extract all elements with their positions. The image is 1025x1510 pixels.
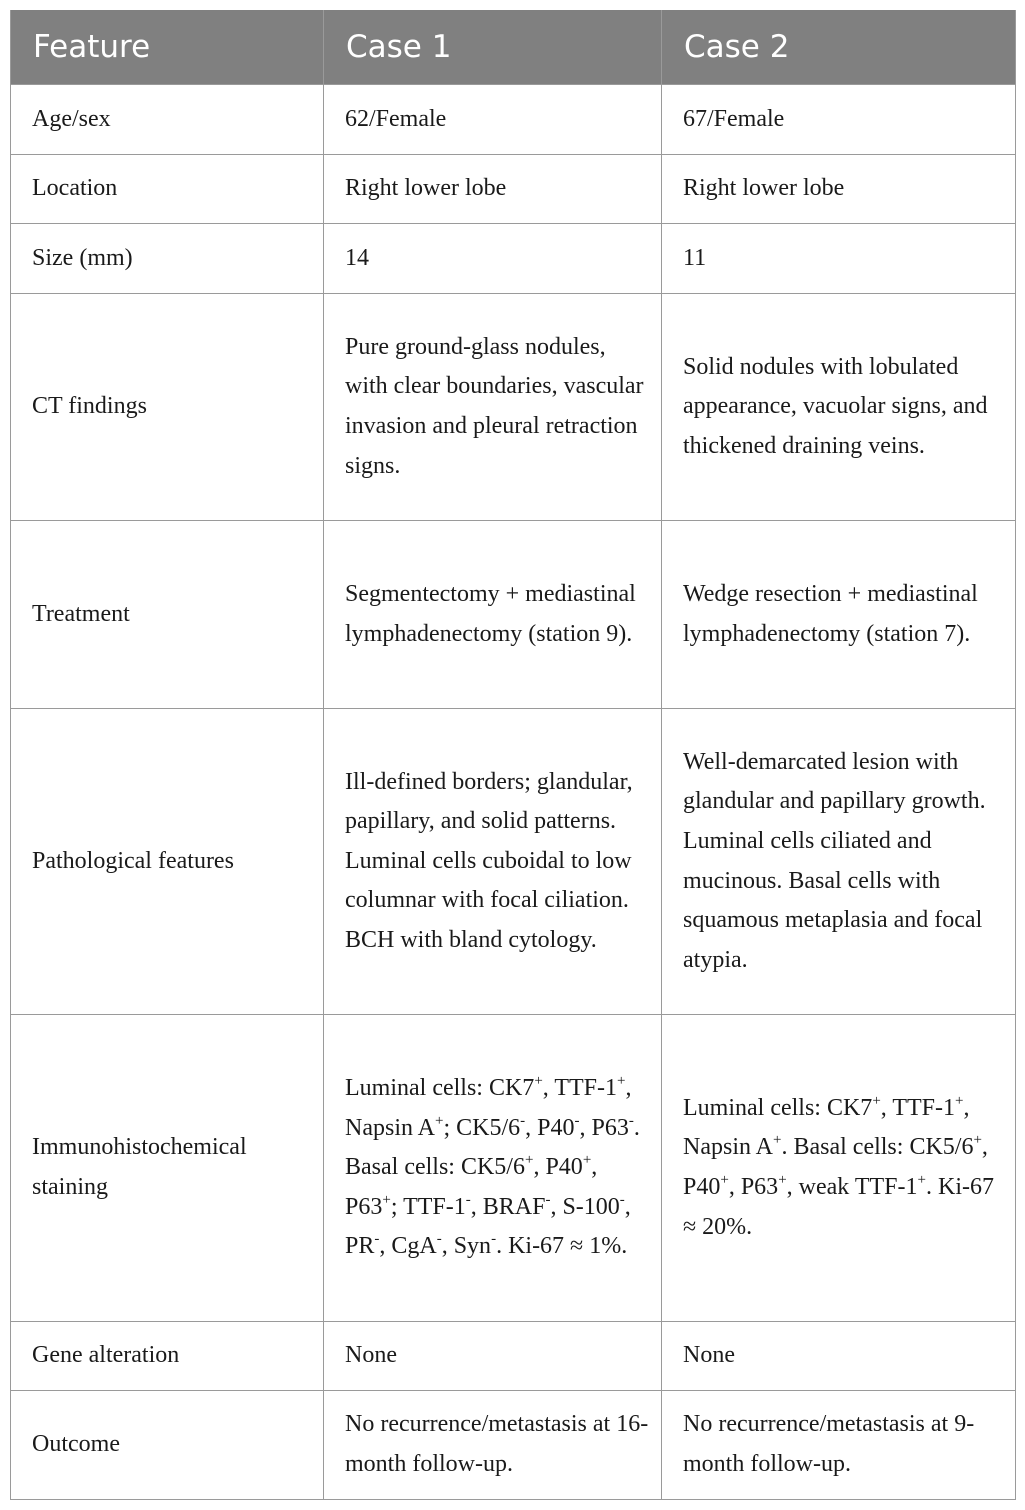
superscript-sign: -	[574, 1112, 580, 1129]
case2-cell: Luminal cells: CK7+, TTF-1+, Napsin A+. Basal cells: CK5/6+, P40+, P63+, weak TTF-1+. Ki-67 ≈ 20%.	[662, 1015, 1016, 1322]
superscript-sign: -	[491, 1231, 497, 1248]
superscript-sign: +	[872, 1092, 881, 1109]
case2-cell: 11	[662, 224, 1016, 294]
case2-cell: Right lower lobe	[662, 155, 1016, 224]
superscript-sign: -	[619, 1191, 625, 1208]
superscript-sign: +	[534, 1073, 543, 1090]
superscript-sign: -	[545, 1191, 551, 1208]
superscript-sign: +	[917, 1172, 926, 1188]
case1-cell: Ill-defined borders; glandular, papillary, and solid patterns. Luminal cells cuboidal to low columnar with focal ciliation. BCH with bland cytology.	[324, 709, 662, 1015]
case1-cell: Segmentectomy + mediastinal lymphadenectomy (station 9).	[324, 521, 662, 709]
superscript-sign: +	[435, 1112, 444, 1129]
table-container	[10, 10, 1015, 1500]
table-row	[11, 1391, 1016, 1500]
superscript-sign: -	[436, 1231, 442, 1248]
superscript-sign: -	[628, 1112, 634, 1129]
case2-cell: 67/Female	[662, 85, 1016, 155]
case2-cell: Well-demarcated lesion with glandular and papillary growth. Luminal cells ciliated and mucinous. Basal cells with squamous metaplasia and focal atypia.	[662, 709, 1016, 1015]
feature-cell: Gene alteration	[11, 1322, 324, 1391]
table-row	[11, 1322, 1016, 1391]
case2-cell: None	[662, 1322, 1016, 1391]
case1-cell: Pure ground-glass nodules, with clear boundaries, vascular invasion and pleural retraction signs.	[324, 294, 662, 521]
superscript-sign: +	[720, 1172, 729, 1188]
superscript-sign: +	[382, 1191, 391, 1208]
header-case-2: Case 2	[662, 10, 1016, 85]
case2-cell: Wedge resection + mediastinal lymphadenectomy (station 7).	[662, 521, 1016, 709]
superscript-sign: +	[773, 1132, 782, 1149]
table-row	[11, 224, 1016, 294]
header-case-1: Case 1	[324, 10, 662, 85]
table-header-row	[11, 10, 1016, 85]
case-comparison-table	[10, 10, 1016, 1500]
case1-cell: No recurrence/metastasis at 16-month follow-up.	[324, 1391, 662, 1500]
feature-cell: Outcome	[11, 1391, 324, 1500]
superscript-sign: -	[465, 1191, 471, 1208]
table-row	[11, 155, 1016, 224]
superscript-sign: +	[524, 1152, 534, 1169]
table-row	[11, 85, 1016, 155]
case1-cell: Luminal cells: CK7+, TTF-1+, Napsin A+; CK5/6-, P40-, P63-. Basal cells: CK5/6+, P40+, P63+; TTF-1-, BRAF-, S-100-, PR-, CgA-, Syn-. Ki-67 ≈ 1%.	[324, 1015, 662, 1322]
superscript-sign: +	[973, 1132, 982, 1149]
case1-cell: 14	[324, 224, 662, 294]
feature-cell: Pathological features	[11, 709, 324, 1015]
case1-cell: Right lower lobe	[324, 155, 662, 224]
table-row	[11, 294, 1016, 521]
superscript-sign: -	[374, 1231, 380, 1248]
feature-cell: Location	[11, 155, 324, 224]
header-feature: Feature	[11, 10, 324, 85]
superscript-sign: +	[617, 1073, 626, 1090]
feature-cell: Size (mm)	[11, 224, 324, 294]
superscript-sign: -	[520, 1112, 526, 1129]
case1-cell: None	[324, 1322, 662, 1391]
superscript-sign: +	[582, 1152, 592, 1169]
superscript-sign: +	[955, 1092, 964, 1109]
case2-cell: Solid nodules with lobulated appearance, vacuolar signs, and thickened draining veins.	[662, 294, 1016, 521]
case1-cell: 62/Female	[324, 85, 662, 155]
table-row	[11, 709, 1016, 1015]
feature-cell: Treatment	[11, 521, 324, 709]
feature-cell: CT findings	[11, 294, 324, 521]
feature-cell: Age/sex	[11, 85, 324, 155]
table-row	[11, 1015, 1016, 1322]
superscript-sign: +	[778, 1172, 787, 1188]
case2-cell: No recurrence/metastasis at 9-month follow-up.	[662, 1391, 1016, 1500]
table-row	[11, 521, 1016, 709]
feature-cell: Immunohistochemical staining	[11, 1015, 324, 1322]
